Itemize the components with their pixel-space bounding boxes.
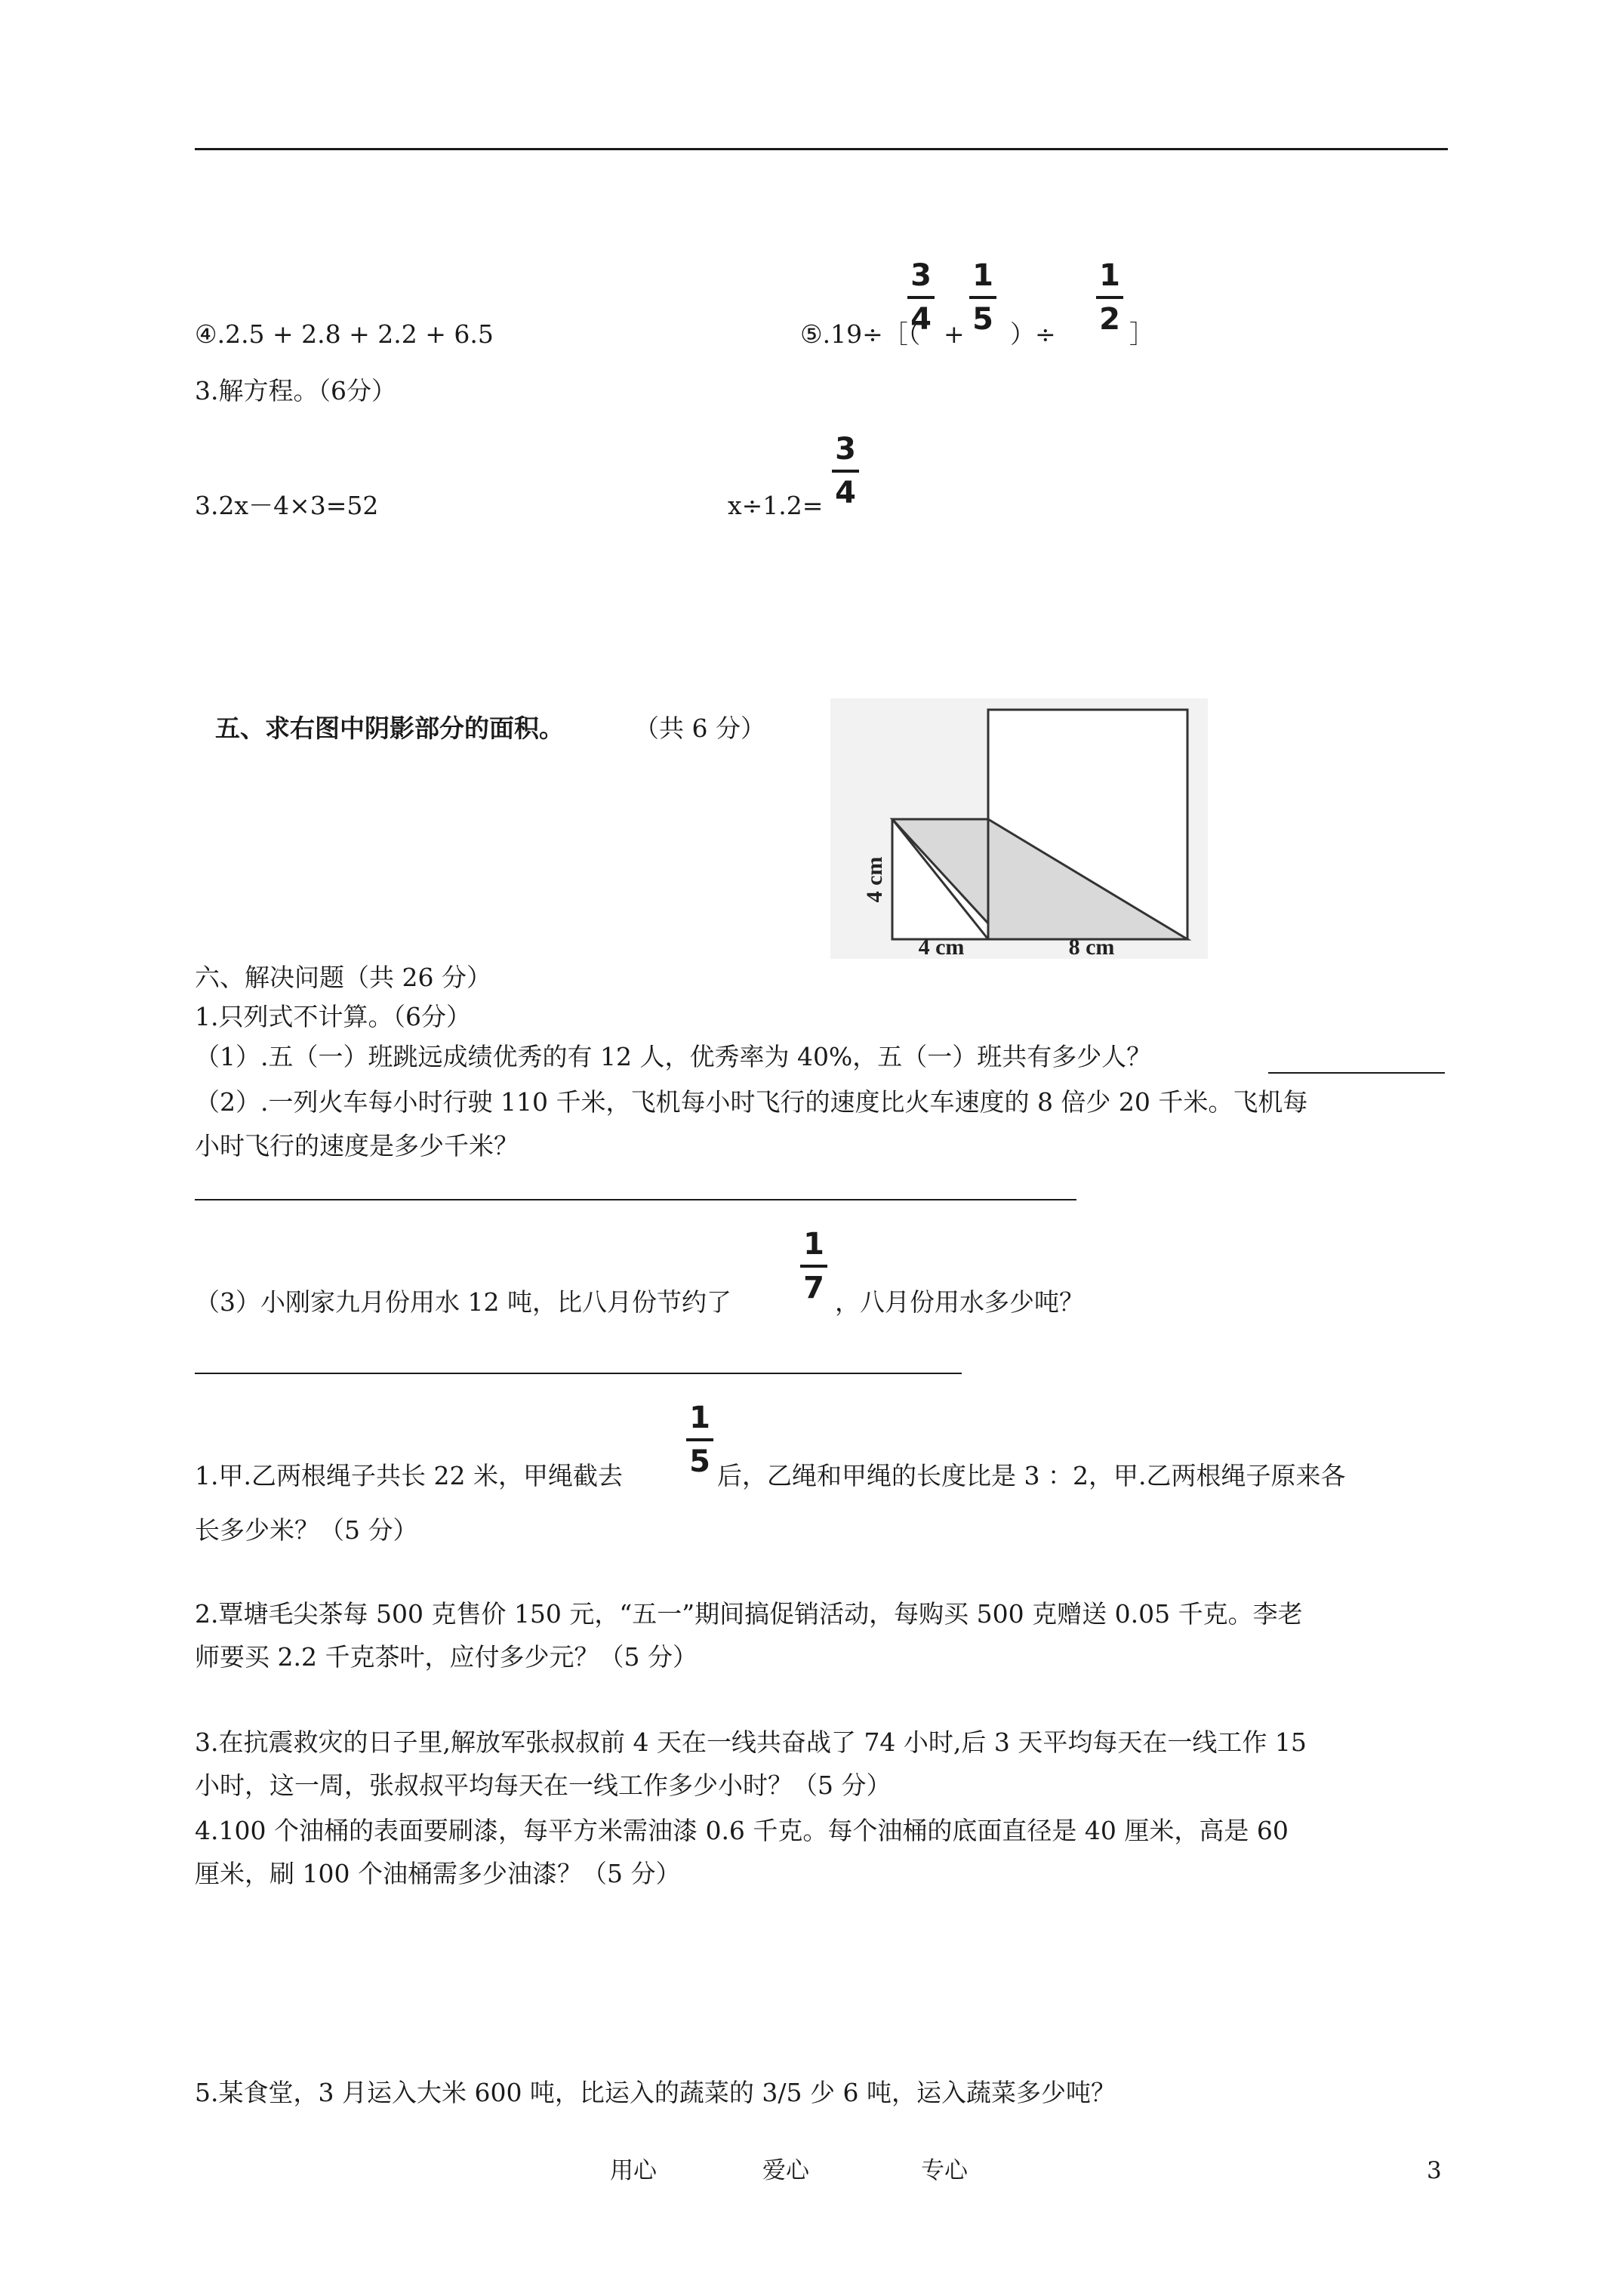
problem-2-line-2: 师要买 2.2 千克茶叶，应付多少元？（5 分） <box>195 1642 698 1672</box>
question-3-pre: （3）小刚家九月份用水 12 吨，比八月份节约了 <box>195 1287 731 1317</box>
question-3-post: ，八月份用水多少吨？ <box>835 1287 1084 1317</box>
problem-1-line-2: 长多少米？（5 分） <box>195 1515 418 1545</box>
denominator: 2 <box>1099 302 1120 337</box>
calc-item-5-end: ］ <box>1129 319 1154 349</box>
section-5-heading: 五、求右图中阴影部分的面积。 <box>215 713 564 743</box>
question-2-line-2: 小时飞行的速度是多少千米？ <box>195 1131 519 1160</box>
denominator: 7 <box>803 1271 824 1305</box>
fraction-bar <box>1096 296 1123 299</box>
problem-1-post: 后，乙绳和甲绳的长度比是 3 ：2，甲.乙两根绳子原来各 <box>717 1461 1346 1490</box>
question-1: （1）.五（一）班跳远成绩优秀的有 12 人，优秀率为 40%，五（一）班共有多少人？ <box>195 1042 1152 1071</box>
fraction-1-7 <box>799 1227 829 1305</box>
section-5-score: （共 6 分） <box>634 713 765 743</box>
fraction-3-4 <box>830 432 861 510</box>
fraction-bar <box>800 1265 827 1268</box>
section-6-heading: 六、解决问题（共 26 分） <box>195 963 491 992</box>
shaded-area-figure <box>830 698 1208 959</box>
denominator: 4 <box>910 302 932 337</box>
fraction-3-4 <box>906 258 936 337</box>
label-bottom-right: 8 cm <box>1068 935 1115 959</box>
denominator: 5 <box>972 302 993 337</box>
problem-2-line-1: 2.覃塘毛尖茶每 500 克售价 150 元，“五一”期间搞促销活动，每购买 500 克赠送 0.05 千克。李老 <box>195 1599 1303 1629</box>
equation-1: 3.2x－4×3=52 <box>195 491 379 520</box>
equations-heading: 3.解方程。（6分） <box>195 376 396 405</box>
calc-item-5-mid: ）÷ <box>1010 319 1056 349</box>
numerator: 1 <box>1099 258 1120 293</box>
label-bottom-left: 4 cm <box>918 935 965 959</box>
numerator: 3 <box>910 258 932 293</box>
list-only-subheading: 1.只列式不计算。（6分） <box>195 1002 471 1031</box>
footer-word-3: 专心 <box>921 2157 968 2184</box>
problem-5: 5.某食堂，3 月运入大米 600 吨，比运入的蔬菜的 3/5 少 6 吨，运入蔬菜多少吨？ <box>195 2078 1116 2107</box>
denominator: 5 <box>689 1444 710 1479</box>
calc-item-4: ④.2.5 + 2.8 + 2.2 + 6.5 <box>195 319 494 349</box>
label-height: 4 cm <box>862 856 887 903</box>
fraction-1-5 <box>968 258 998 337</box>
page-number: 3 <box>1427 2157 1442 2184</box>
answer-line-2 <box>195 1199 1076 1200</box>
fraction-bar <box>907 296 935 299</box>
numerator: 3 <box>835 432 856 467</box>
denominator: 4 <box>835 476 856 510</box>
plus-sign: + <box>944 319 965 349</box>
problem-3-line-1: 3.在抗震救灾的日子里,解放军张叔叔前 4 天在一线共奋战了 74 小时,后 3 天平均每天在一线工作 15 <box>195 1727 1307 1757</box>
answer-line-3 <box>195 1373 962 1374</box>
calc-item-5-pre: ⑤.19÷［（ <box>800 319 921 349</box>
question-2-line-1: （2）.一列火车每小时行驶 110 千米，飞机每小时飞行的速度比火车速度的 8 倍少 20 千米。飞机每 <box>195 1087 1308 1117</box>
header-rule <box>195 148 1448 150</box>
equation-2: x÷1.2= <box>728 491 824 520</box>
answer-line-1 <box>1268 1072 1445 1074</box>
fraction-bar <box>832 470 859 473</box>
numerator: 1 <box>803 1227 824 1262</box>
numerator: 1 <box>972 258 993 293</box>
problem-4-line-2: 厘米，刷 100 个油桶需多少油漆？（5 分） <box>195 1859 681 1888</box>
problem-4-line-1: 4.100 个油桶的表面要刷漆，每平方米需油漆 0.6 千克。每个油桶的底面直径是 40 厘米，高是 60 <box>195 1816 1289 1845</box>
fraction-bar <box>686 1438 713 1441</box>
fraction-1-5 <box>685 1401 715 1479</box>
footer-word-2: 爱心 <box>762 2157 809 2184</box>
numerator: 1 <box>689 1401 710 1435</box>
problem-3-line-2: 小时，这一周，张叔叔平均每天在一线工作多少小时？（5 分） <box>195 1771 892 1800</box>
footer-word-1: 用心 <box>610 2157 657 2184</box>
fraction-bar <box>969 296 996 299</box>
fraction-1-2 <box>1095 258 1125 337</box>
problem-1-pre: 1.甲.乙两根绳子共长 22 米，甲绳截去 <box>195 1461 623 1490</box>
